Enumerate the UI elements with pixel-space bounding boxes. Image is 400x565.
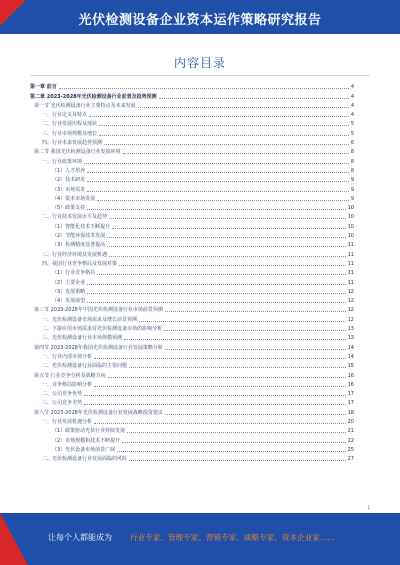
toc-entry-label: （1）智能化技术不断提升 <box>52 223 111 230</box>
toc-entry-label: 第三节 2023-2028年中国光伏检测设备行业市场前景预测 <box>34 307 163 314</box>
toc-entry[interactable] <box>30 453 354 462</box>
toc-entry-page: 13 <box>347 326 354 333</box>
toc-entry[interactable] <box>30 81 354 90</box>
toc-leader-dots <box>87 302 345 303</box>
toc-entry-label: （2）市场规模和技术不断提升 <box>52 437 121 444</box>
toc-entry[interactable] <box>30 304 354 313</box>
toc-leader-dots <box>112 228 345 229</box>
toc-leader-dots <box>127 432 345 433</box>
toc-leader-dots <box>129 367 346 368</box>
toc-divider <box>30 75 370 76</box>
toc-entry-page: 11 <box>347 251 354 258</box>
toc-leader-dots <box>84 395 346 396</box>
toc-leader-dots <box>108 377 346 378</box>
toc-entry-page: 20 <box>347 418 354 425</box>
toc-leader-dots <box>84 404 346 405</box>
toc-leader-dots <box>87 284 345 285</box>
toc-leader-dots <box>87 209 345 210</box>
toc-entry[interactable] <box>30 379 354 388</box>
toc-leader-dots <box>99 135 349 136</box>
toc-entry-label: 第二节 我国光伏检测设备行业发展环境 <box>34 149 121 156</box>
toc-entry-label: （2）主要企业 <box>52 279 86 286</box>
toc-entry-label: 四、我国行业竞争格局及发展对策 <box>42 260 118 267</box>
toc-leader-dots <box>124 339 346 340</box>
toc-entry-page: 9 <box>350 195 354 202</box>
footer-slogan: 让每个人都能成为 <box>48 533 112 542</box>
toc-entry-label: （3）检测精度显著提高 <box>52 242 106 249</box>
toc-entry-page: 12 <box>347 288 354 295</box>
toc-leader-dots <box>165 414 346 415</box>
toc-entry-label: （1）行业竞争格局 <box>52 270 96 277</box>
toc-leader-dots <box>94 423 346 424</box>
toc-entry[interactable] <box>30 351 354 360</box>
toc-entry-page: 12 <box>347 307 354 314</box>
toc-leader-dots <box>87 191 349 192</box>
toc-entry[interactable] <box>30 183 354 192</box>
toc-entry-page: 6 <box>350 140 354 147</box>
toc-entry-page: 4 <box>350 84 354 91</box>
toc-entry[interactable] <box>30 202 354 211</box>
toc-leader-dots <box>138 107 349 108</box>
toc-entry[interactable] <box>30 323 354 332</box>
toc-entry-label: （4）资本市场发展 <box>52 195 96 202</box>
toc-leader-dots <box>97 200 349 201</box>
toc-entry-label: 三、光伏检测设备行业市场规模预测 <box>42 335 123 342</box>
toc-leader-dots <box>97 274 345 275</box>
toc-leader-dots <box>122 442 345 443</box>
report-title: 光伏检测设备企业资本运作策略研究报告 <box>78 13 322 28</box>
toc-entry-page: 4 <box>350 93 354 100</box>
toc-entry[interactable] <box>30 258 354 267</box>
toc-leader-dots <box>109 218 346 219</box>
toc-entry[interactable] <box>30 295 354 304</box>
toc-entry-label: 二、行业发展历程及现状 <box>42 121 98 128</box>
toc-entry-label: 一、行业政策环境 <box>42 158 83 165</box>
toc-entry-label: 第一节 光伏检测设备行业主要特点及未来发展 <box>34 102 136 109</box>
toc-entry[interactable] <box>30 397 354 406</box>
toc-entry-page: 25 <box>347 446 354 453</box>
toc-entry-label: 第一章 前言 <box>30 84 57 91</box>
toc-entry-page: 11 <box>347 242 354 249</box>
table-of-contents <box>30 81 354 462</box>
toc-leader-dots <box>107 237 345 238</box>
footer-red-stripe <box>0 513 28 565</box>
toc-entry-page: 17 <box>347 400 354 407</box>
toc-entry[interactable] <box>30 100 354 109</box>
toc-entry-page: 4 <box>350 102 354 109</box>
toc-leader-dots <box>165 349 346 350</box>
toc-entry-label: 一、光伏检测设备市场需求及增长前景预测 <box>42 316 138 323</box>
toc-leader-dots <box>159 98 349 99</box>
toc-entry[interactable] <box>30 388 354 397</box>
toc-entry-label: 一、竞争格局影响分析 <box>42 381 93 388</box>
toc-entry[interactable] <box>30 165 354 174</box>
toc-entry-label: （3）光伏设备市场前景广阔 <box>52 446 116 453</box>
toc-entry-label: 第四节 2023-2028年我国光伏检测设备行业发展策略分析 <box>34 344 163 351</box>
toc-leader-dots <box>84 163 349 164</box>
toc-entry-page: 12 <box>347 298 354 305</box>
toc-leader-dots <box>165 311 346 312</box>
toc-entry[interactable] <box>30 425 354 434</box>
toc-entry[interactable] <box>30 239 354 248</box>
toc-entry-label: （1）人才培养 <box>52 167 86 174</box>
toc-entry-label: （5）政策支持 <box>52 205 86 212</box>
toc-entry-label: 一、行业定义及特点 <box>42 112 88 119</box>
toc-leader-dots <box>87 172 349 173</box>
toc-entry-label: 第二章 2023-2028年光伏检测设备行业前景及趋势预测 <box>30 93 157 100</box>
toc-entry-page: 8 <box>350 167 354 174</box>
toc-entry[interactable] <box>30 118 354 127</box>
toc-entry-page: 11 <box>347 270 354 277</box>
toc-leader-dots <box>123 153 349 154</box>
toc-entry[interactable] <box>30 406 354 415</box>
report-header-bar <box>0 0 400 34</box>
footer-banner <box>0 513 400 565</box>
toc-entry-page: 18 <box>347 409 354 416</box>
toc-entry-page: 16 <box>347 381 354 388</box>
toc-leader-dots <box>129 460 346 461</box>
toc-entry[interactable] <box>30 127 354 136</box>
toc-entry[interactable] <box>30 276 354 285</box>
toc-leader-dots <box>87 181 349 182</box>
toc-leader-dots <box>89 116 349 117</box>
toc-leader-dots <box>119 265 346 266</box>
toc-entry[interactable] <box>30 155 354 164</box>
toc-leader-dots <box>87 293 345 294</box>
toc-entry-label: （1）政策驱动光伏行业持续发展 <box>52 428 126 435</box>
toc-entry-page: 14 <box>347 344 354 351</box>
toc-entry-label: （2）技术研发 <box>52 177 86 184</box>
toc-heading: 内容目录 <box>173 56 226 70</box>
toc-entry-page: 10 <box>347 214 354 221</box>
toc-entry[interactable] <box>30 313 354 322</box>
toc-entry[interactable] <box>30 434 354 443</box>
toc-leader-dots <box>109 256 346 257</box>
toc-entry[interactable] <box>30 211 354 220</box>
toc-entry-page: 8 <box>350 158 354 165</box>
toc-leader-dots <box>94 358 346 359</box>
toc-entry-label: 三、公司竞争劣势 <box>42 400 83 407</box>
toc-leader-dots <box>139 321 346 322</box>
toc-entry[interactable] <box>30 90 354 99</box>
toc-entry-label: 一、行业内部市场分析 <box>42 353 93 360</box>
toc-leader-dots <box>94 386 346 387</box>
toc-entry-label: 三、行业市场规模及增长 <box>42 130 98 137</box>
toc-entry[interactable] <box>30 174 354 183</box>
toc-entry-label: 三、行业经济环境及发展机遇 <box>42 251 108 258</box>
toc-entry-label: （3）市场需求 <box>52 186 86 193</box>
toc-entry-label: 二、光伏检测设备行业面临的主要问题 <box>42 363 128 370</box>
toc-entry-page: 17 <box>347 391 354 398</box>
toc-entry-label: 二、下游应用市场需求对光伏检测设备市场的影响分析 <box>42 326 163 333</box>
toc-entry-page: 10 <box>347 233 354 240</box>
toc-entry-label: 二、光伏检测设备行业发展面临的风险 <box>42 456 128 463</box>
toc-leader-dots <box>107 246 345 247</box>
toc-leader-dots <box>117 451 345 452</box>
toc-entry-page: 13 <box>347 335 354 342</box>
toc-leader-dots <box>59 88 349 89</box>
toc-entry-page: 27 <box>347 456 354 463</box>
toc-entry[interactable] <box>30 332 354 341</box>
toc-entry[interactable] <box>30 248 354 257</box>
page-number: 1 <box>367 505 370 510</box>
toc-entry[interactable] <box>30 220 354 229</box>
toc-entry-page: 8 <box>350 149 354 156</box>
toc-entry[interactable] <box>30 109 354 118</box>
toc-entry-page: 9 <box>350 177 354 184</box>
toc-entry-label: 二、行业技术发展水平及趋势 <box>42 214 108 221</box>
toc-entry[interactable] <box>30 369 354 378</box>
toc-entry[interactable] <box>30 137 354 146</box>
toc-entry-page: 10 <box>347 223 354 230</box>
toc-entry-label: 第五节 行业竞争分析及战略方向 <box>34 372 106 379</box>
toc-entry[interactable] <box>30 444 354 453</box>
toc-entry-page: 14 <box>347 353 354 360</box>
toc-entry-page: 12 <box>347 316 354 323</box>
toc-entry-page: 5 <box>350 121 354 128</box>
toc-entry-page: 22 <box>347 437 354 444</box>
toc-entry-page: 4 <box>350 112 354 119</box>
toc-entry[interactable] <box>30 193 354 202</box>
toc-entry[interactable] <box>30 146 354 155</box>
toc-entry[interactable] <box>30 416 354 425</box>
toc-entry[interactable] <box>30 267 354 276</box>
toc-leader-dots <box>164 330 346 331</box>
toc-entry[interactable] <box>30 341 354 350</box>
toc-entry-label: 第六节 2023-2028年光伏检测设备行业发展战略投资建议 <box>34 409 163 416</box>
toc-entry-page: 16 <box>347 372 354 379</box>
toc-entry[interactable] <box>30 360 354 369</box>
toc-entry-page: 11 <box>347 260 354 267</box>
footer-roles: 行业专家、管理专家、营销专家、战略专家、资本企业家…… <box>130 533 336 542</box>
toc-entry-label: 一、行业发展机遇分析 <box>42 418 93 425</box>
toc-entry-label: （4）发展展望 <box>52 298 86 305</box>
toc-entry-page: 11 <box>347 279 354 286</box>
toc-entry-label: （3）发展策略 <box>52 288 86 295</box>
toc-entry-page: 5 <box>350 130 354 137</box>
toc-entry[interactable] <box>30 286 354 295</box>
toc-entry-page: 9 <box>350 186 354 193</box>
toc-entry-label: 四、行业未来发展趋势预测 <box>42 140 103 147</box>
toc-entry-page: 10 <box>347 205 354 212</box>
toc-entry-page: 15 <box>347 363 354 370</box>
toc-entry-page: 21 <box>347 428 354 435</box>
toc-leader-dots <box>99 125 349 126</box>
toc-entry-label: 二、公司竞争优势 <box>42 391 83 398</box>
toc-leader-dots <box>104 144 349 145</box>
toc-entry-label: （2）节能环保技术发展 <box>52 233 106 240</box>
toc-entry[interactable] <box>30 230 354 239</box>
